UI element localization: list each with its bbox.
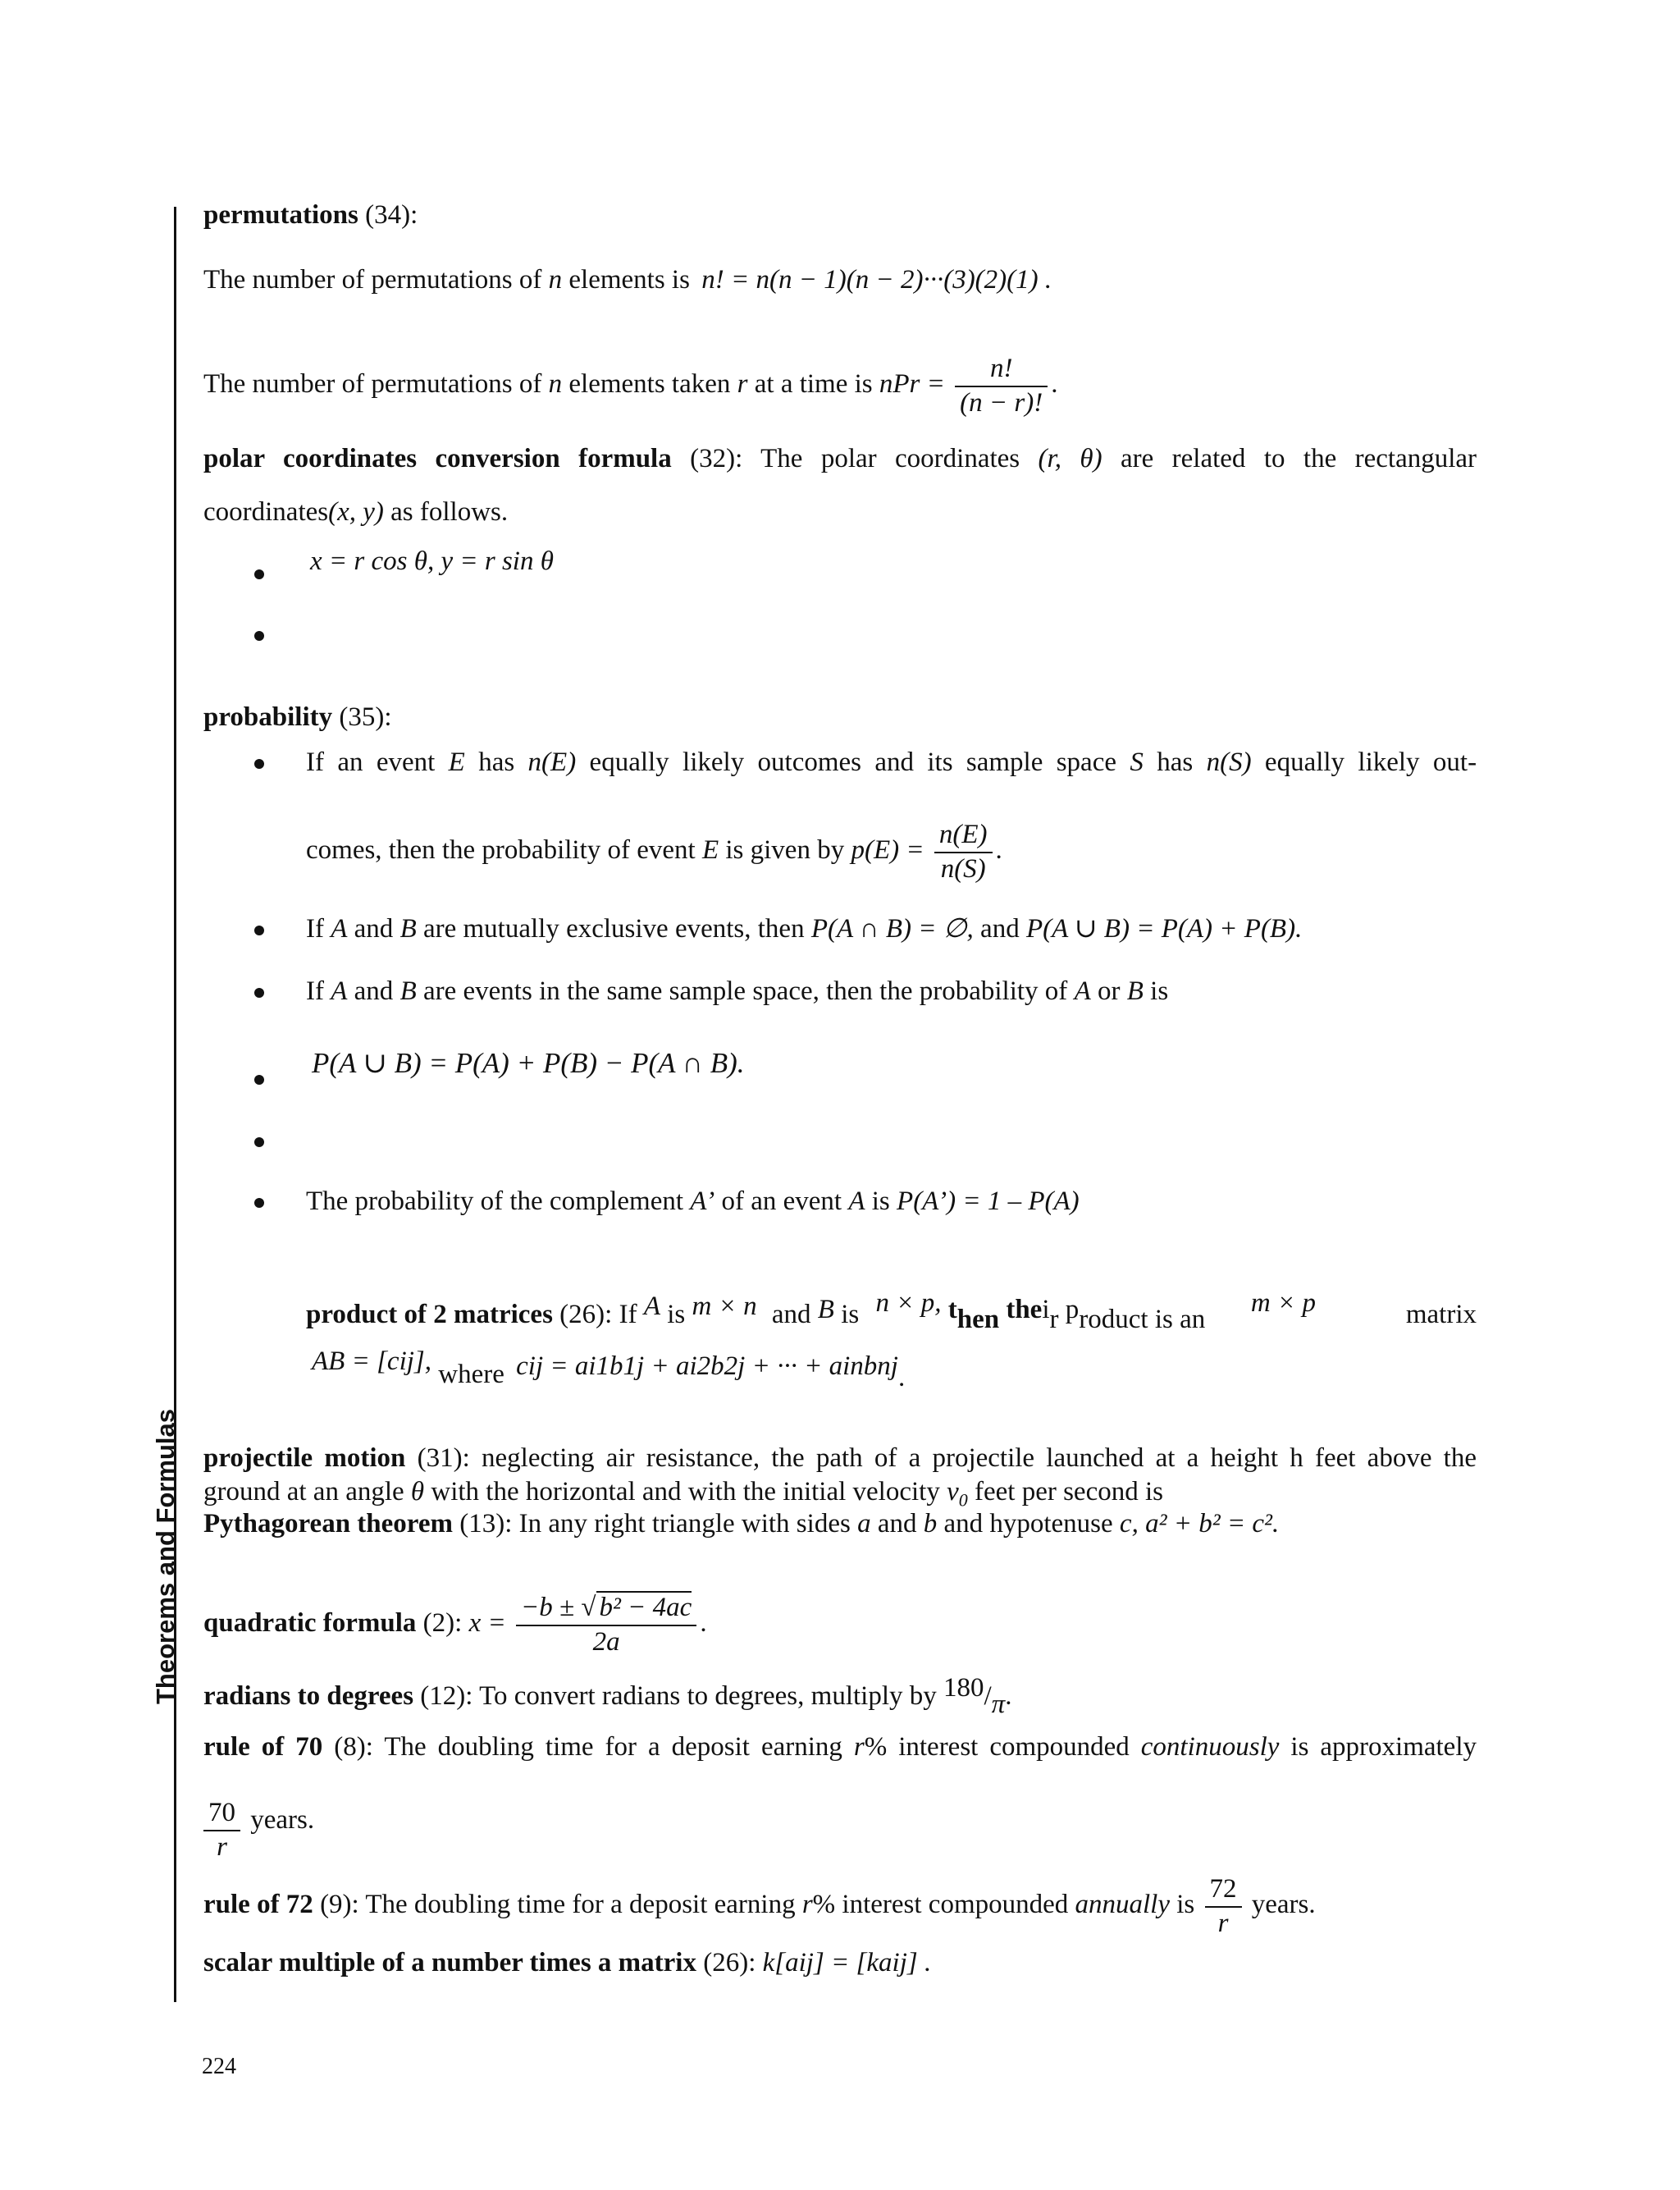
ref: (9): <box>320 1890 359 1920</box>
text: ground at an angle <box>203 1477 404 1506</box>
text: roduct <box>1079 1305 1148 1334</box>
ref: (26): <box>559 1300 613 1329</box>
velocity <box>947 1477 968 1511</box>
text: are mutually exclusive events, then <box>422 914 805 944</box>
text: the <box>1006 1295 1043 1324</box>
quadratic-fraction <box>516 1592 696 1658</box>
formula: a² + b² = c². <box>1145 1509 1280 1538</box>
projectile-line-1 <box>203 1442 1477 1475</box>
period: . <box>1005 1681 1012 1711</box>
text: neglecting air resistance, the path of a projectile launched at a height h feet above the <box>482 1443 1477 1473</box>
dims: m × p <box>1250 1288 1316 1318</box>
dims: n × p, <box>875 1288 942 1318</box>
slash-fraction: 180/π. <box>943 1673 1012 1719</box>
text: is <box>841 1300 860 1329</box>
text: In any right triangle with sides <box>518 1509 851 1538</box>
polar-pair: (r, θ) <box>1038 444 1102 473</box>
probability-bullet-1-line-2 <box>306 819 1002 885</box>
text: equally likely outcomes and its sample space <box>589 748 1116 777</box>
rule72-fraction <box>1205 1873 1242 1940</box>
projectile-line-2 <box>203 1476 1163 1511</box>
text: % interest compounded <box>864 1732 1130 1762</box>
term: rule of 70 <box>203 1732 323 1762</box>
permutations-line-2 <box>203 353 1058 419</box>
bullet <box>254 631 264 641</box>
polar-line-1 <box>203 443 1477 476</box>
text: t <box>947 1295 957 1324</box>
text: years. <box>1251 1890 1316 1920</box>
text: If an event <box>306 748 436 777</box>
permutations-heading <box>203 199 418 232</box>
text: % interest compounded <box>812 1890 1069 1920</box>
text: The doubling time for a deposit earning <box>365 1890 796 1920</box>
fraction-denominator: 2a <box>592 1626 620 1657</box>
var: B <box>399 914 417 944</box>
text: equally likely out- <box>1264 748 1477 777</box>
var: E <box>448 748 465 777</box>
term: projectile motion <box>203 1443 406 1473</box>
text: is <box>1150 976 1169 1006</box>
text: feet per second is <box>975 1477 1163 1506</box>
var: A <box>331 976 348 1006</box>
product-line-2 <box>312 1346 906 1392</box>
rule72-line <box>203 1873 1316 1940</box>
var: A <box>1074 976 1091 1006</box>
polar-line-2 <box>203 496 508 529</box>
text: or <box>1097 976 1121 1006</box>
var: v <box>947 1477 959 1506</box>
fraction-denominator: (n − r)! <box>960 387 1043 418</box>
var: A’ <box>690 1186 715 1216</box>
term: product of 2 matrices <box>306 1300 553 1329</box>
var: p(E) = <box>851 835 924 866</box>
union-formula: P(A ∪ B) = P(A) + P(B) − P(A ∩ B). <box>312 1047 745 1079</box>
ref: (26): <box>703 1948 756 1977</box>
text: i <box>1042 1295 1050 1324</box>
radians-line <box>203 1673 1012 1719</box>
formula: P(A ∪ B) = P(A) + P(B). <box>1025 914 1303 944</box>
emphasis: annually <box>1075 1890 1170 1920</box>
text: and <box>877 1509 917 1538</box>
ref: (35): <box>339 702 392 732</box>
bullet <box>254 988 264 998</box>
var: r <box>801 1890 813 1920</box>
text: of an event <box>721 1186 842 1216</box>
term: scalar multiple of a number times a matrix <box>203 1948 696 1977</box>
ref: (2): <box>422 1608 463 1639</box>
var-r: r <box>737 369 748 400</box>
term: permutations <box>203 200 358 230</box>
var: θ <box>410 1477 425 1506</box>
text: is <box>667 1300 686 1329</box>
text: and hypotenuse <box>943 1509 1113 1538</box>
term: rule of 72 <box>203 1890 313 1920</box>
probability-bullet-6 <box>306 1186 1080 1218</box>
var: x = <box>468 1608 506 1639</box>
period: . <box>897 1363 906 1392</box>
polar-formula: x = r cos θ, y = r sin θ <box>310 546 554 576</box>
var: A <box>643 1292 660 1321</box>
text: and <box>980 914 1020 944</box>
npr-lhs: nPr = <box>879 369 945 400</box>
numerator: 180 <box>943 1673 984 1703</box>
rule70-fraction <box>203 1797 240 1863</box>
text: The doubling time for a deposit earning <box>384 1732 842 1762</box>
ref: (12): <box>420 1681 473 1711</box>
text: If <box>306 976 324 1006</box>
factorial-formula: n! = n(n − 1)(n − 2)···(3)(2)(1) . <box>701 265 1052 295</box>
radicand: b² − 4ac <box>596 1591 692 1622</box>
text: elements taken <box>568 369 731 400</box>
emphasis: continuously <box>1140 1732 1280 1762</box>
text: To convert radians to degrees, multiply by <box>479 1681 937 1711</box>
text: The probability of the complement <box>306 1186 684 1216</box>
text: are related to the rectangular <box>1120 444 1477 473</box>
bullet <box>254 759 264 769</box>
formula: P(A’) = 1 – P(A) <box>897 1186 1080 1216</box>
var: B <box>1126 976 1144 1006</box>
var: a <box>857 1509 871 1538</box>
denominator: π <box>991 1689 1006 1719</box>
rect-pair: (x, y) <box>328 497 384 527</box>
probability-heading <box>203 702 392 734</box>
var-n: n <box>548 369 563 400</box>
fraction-numerator: 72 <box>1205 1873 1242 1908</box>
text: is <box>871 1186 890 1216</box>
text: If <box>619 1300 637 1329</box>
text: is <box>1176 1890 1195 1920</box>
text: has <box>478 748 515 777</box>
text: The polar coordinates <box>760 444 1020 473</box>
probability-fraction <box>934 819 993 885</box>
text: are events in the same sample space, then the probability of <box>422 976 1068 1006</box>
rule70-line-2 <box>203 1797 314 1863</box>
fraction-numerator: 70 <box>203 1797 240 1831</box>
quadratic-line <box>203 1592 707 1658</box>
permutations-line-1 <box>203 264 1052 297</box>
var: E <box>701 835 719 866</box>
formula: cij = ai1b1j + ai2b2j + ··· + ainbnj <box>516 1351 898 1381</box>
fraction-denominator: r <box>1217 1908 1229 1938</box>
page-number: 224 <box>202 2054 236 2079</box>
fraction-numerator: −b ± √ b² − 4ac <box>516 1592 696 1626</box>
bullet <box>254 1075 264 1085</box>
text: If <box>306 914 324 944</box>
sidebar-label: Theorems and Formulas <box>151 1408 180 1704</box>
subscript: 0 <box>958 1489 968 1511</box>
fraction-denominator: n(S) <box>940 853 986 884</box>
rule70-line-1 <box>203 1731 1477 1764</box>
scalar-line <box>203 1947 931 1980</box>
text: and <box>354 976 394 1006</box>
text: r <box>1049 1305 1059 1334</box>
var: n(E) <box>527 748 577 777</box>
text: coordinates <box>203 497 329 527</box>
text: p <box>1065 1295 1080 1324</box>
probability-bullet-2 <box>306 913 1302 946</box>
term: polar coordinates conversion formula <box>203 444 672 473</box>
bullet <box>254 1137 264 1147</box>
var-n: n <box>548 265 563 295</box>
var: B <box>817 1295 834 1324</box>
text: The number of permutations of <box>203 369 542 400</box>
ref: (34): <box>365 200 418 230</box>
text: with the horizontal and with the initial velocity <box>431 1477 940 1506</box>
probability-bullet-3 <box>306 976 1168 1008</box>
text: at a time is <box>754 369 873 400</box>
product-line-1 <box>306 1288 1477 1334</box>
var: r <box>853 1732 865 1762</box>
text: years. <box>250 1805 315 1836</box>
var: A <box>848 1186 865 1216</box>
bullet <box>254 1198 264 1208</box>
var: A <box>331 914 348 944</box>
dims: m × n <box>692 1292 757 1321</box>
fraction-denominator: r <box>217 1831 227 1862</box>
var: S <box>1130 748 1144 777</box>
probability-bullet-1-line-1 <box>306 747 1477 780</box>
text: matrix <box>1405 1300 1477 1329</box>
fraction-numerator: n! <box>955 353 1048 387</box>
formula: P(A ∩ B) = ∅, <box>810 914 974 944</box>
text: is approximately <box>1290 1732 1477 1762</box>
term: quadratic formula <box>203 1608 417 1639</box>
text: as follows. <box>390 497 509 527</box>
bullet <box>254 926 264 935</box>
period: . <box>1051 369 1058 400</box>
var: n(S) <box>1206 748 1252 777</box>
text: and <box>771 1300 811 1329</box>
text: where <box>438 1360 504 1389</box>
text: −b ± <box>521 1593 575 1622</box>
term: probability <box>203 702 333 732</box>
text: is an <box>1154 1305 1206 1334</box>
ref: (32): <box>690 444 743 473</box>
period: . <box>995 835 1002 866</box>
pythagorean-line <box>203 1508 1279 1541</box>
var: b <box>923 1509 938 1538</box>
fraction-numerator: n(E) <box>934 819 993 853</box>
text: The number of permutations of <box>203 265 542 295</box>
text: is given by <box>725 835 845 866</box>
period: . <box>700 1608 707 1639</box>
npr-fraction <box>955 353 1048 419</box>
text: and <box>354 914 394 944</box>
ref: (31): <box>417 1443 470 1473</box>
ref: (8): <box>334 1732 373 1762</box>
side-rule <box>174 207 176 2002</box>
term: radians to degrees <box>203 1681 414 1711</box>
ref: (13): <box>459 1509 513 1538</box>
text: hen <box>956 1305 1000 1334</box>
formula: k[aij] = [kaij] . <box>762 1948 932 1977</box>
bullet <box>254 569 264 579</box>
text: elements is <box>568 265 690 295</box>
var: c, <box>1119 1509 1139 1538</box>
formula: AB = [cij], <box>312 1346 432 1376</box>
text: has <box>1157 748 1194 777</box>
text: comes, then the probability of event <box>306 835 696 866</box>
term: Pythagorean theorem <box>203 1509 453 1538</box>
var: B <box>399 976 417 1006</box>
